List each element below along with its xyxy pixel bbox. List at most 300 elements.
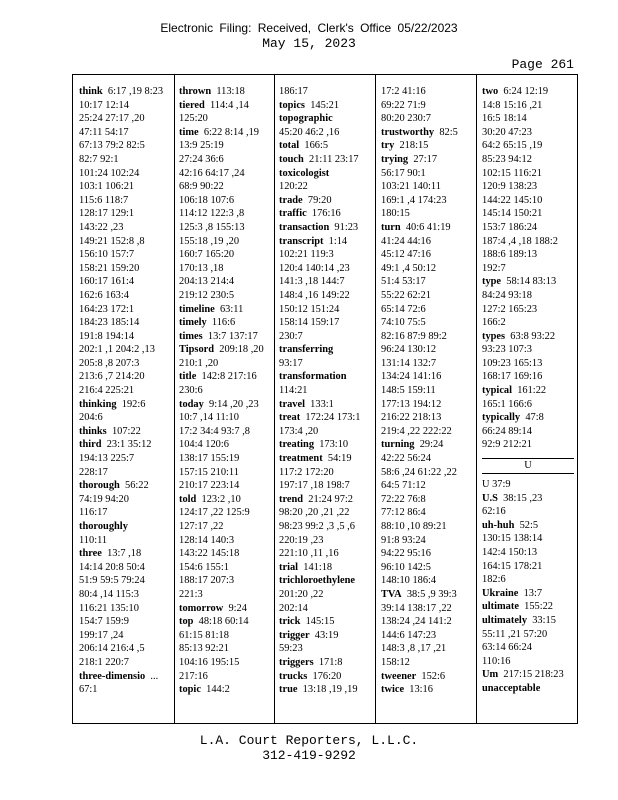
page-line-refs: 133:1 bbox=[310, 398, 334, 410]
page-line-refs: 13:16 bbox=[409, 684, 433, 696]
index-term-entry bbox=[79, 670, 171, 684]
page-line-refs: 98:23 99:2 ,3 ,5 ,6 bbox=[279, 521, 355, 532]
index-continuation bbox=[279, 180, 371, 194]
index-term: tiered bbox=[179, 99, 205, 111]
page-line-refs: 62:16 bbox=[482, 506, 506, 518]
index-term: transcript bbox=[279, 235, 324, 247]
index-term: ultimately bbox=[482, 614, 528, 626]
page-line-refs: 27:24 36:6 bbox=[179, 153, 224, 165]
index-continuation bbox=[79, 574, 171, 588]
index-term-entry bbox=[179, 343, 271, 357]
page-line-refs: 58:14 83:13 bbox=[506, 276, 557, 288]
index-continuation bbox=[179, 384, 271, 398]
index-continuation bbox=[482, 655, 574, 669]
page-line-refs: 63:8 93:22 bbox=[510, 330, 556, 342]
page-line-refs: 228:17 bbox=[79, 466, 108, 478]
index-continuation bbox=[179, 629, 271, 643]
page-line-refs: 158:21 159:20 bbox=[79, 262, 140, 274]
index-term-entry bbox=[279, 670, 371, 684]
page-line-refs: 1:14 bbox=[328, 235, 348, 247]
index-continuation bbox=[381, 248, 473, 262]
index-continuation bbox=[381, 615, 473, 629]
page-line-refs: 30:20 47:23 bbox=[482, 126, 532, 138]
page-line-refs: 206:14 216:4 ,5 bbox=[79, 643, 145, 655]
index-continuation bbox=[381, 262, 473, 276]
index-term: U.S bbox=[482, 492, 498, 504]
page-line-refs: 221:3 bbox=[179, 588, 203, 600]
page-line-refs: 142:4 150:13 bbox=[482, 547, 538, 558]
index-continuation bbox=[482, 628, 574, 642]
index-term: top bbox=[179, 616, 194, 628]
page-line-refs: 192:7 bbox=[482, 262, 506, 274]
index-continuation bbox=[482, 316, 574, 330]
index-continuation bbox=[279, 316, 371, 330]
index-continuation bbox=[381, 493, 473, 507]
index-term-entry bbox=[179, 493, 271, 507]
page-line-refs: 13:18 ,19 ,19 bbox=[302, 684, 358, 696]
index-term: trichloroethylene bbox=[279, 575, 355, 587]
page-line-refs: ... bbox=[150, 670, 159, 682]
index-term-entry bbox=[279, 99, 371, 113]
page-line-refs: 47:11 54:17 bbox=[79, 126, 129, 138]
page-line-refs: 219:12 230:5 bbox=[179, 289, 235, 301]
index-continuation bbox=[381, 275, 473, 289]
page-line-refs: 42:16 64:17 ,24 bbox=[179, 167, 245, 179]
page-line-refs: 10:17 12:14 bbox=[79, 99, 129, 111]
index-term-entry bbox=[79, 398, 171, 412]
page-line-refs: 29:24 bbox=[419, 439, 444, 451]
page-line-refs: 143:22 145:18 bbox=[179, 548, 240, 560]
page-line-refs: 154:6 155:1 bbox=[179, 561, 229, 573]
page-line-refs: 153:7 186:24 bbox=[482, 221, 538, 233]
index-term-entry bbox=[279, 139, 371, 153]
index-continuation bbox=[79, 370, 171, 384]
index-continuation bbox=[179, 506, 271, 520]
page-line-refs: 173:10 bbox=[319, 439, 349, 451]
page-line-refs: 182:6 bbox=[482, 574, 506, 586]
index-term-entry bbox=[279, 370, 371, 384]
page-line-refs: 169:1 ,4 174:23 bbox=[381, 194, 447, 206]
index-term-entry bbox=[279, 235, 371, 249]
index-term-entry bbox=[279, 343, 371, 357]
index-continuation bbox=[279, 357, 371, 371]
page-line-refs: 148:4 ,16 149:22 bbox=[279, 289, 350, 301]
index-continuation bbox=[482, 532, 574, 546]
page-line-refs: 125:3 ,8 155:13 bbox=[179, 221, 245, 233]
index-continuation bbox=[381, 167, 473, 181]
index-term: thoroughly bbox=[79, 521, 128, 532]
index-continuation bbox=[79, 126, 171, 140]
page-line-refs: 160:7 165:20 bbox=[179, 249, 235, 261]
page-line-refs: 166:2 bbox=[482, 317, 506, 329]
index-term: topographic bbox=[279, 113, 333, 125]
index-continuation bbox=[482, 126, 574, 140]
page-line-refs: 21:24 97:2 bbox=[308, 493, 354, 505]
index-term-entry bbox=[482, 384, 574, 398]
index-continuation bbox=[79, 139, 171, 153]
page-line-refs: 93:17 bbox=[279, 357, 303, 369]
page-line-refs: 56:17 90:1 bbox=[381, 167, 426, 179]
index-continuation bbox=[381, 534, 473, 548]
index-term: thinking bbox=[79, 398, 117, 410]
index-continuation bbox=[79, 384, 171, 398]
page-line-refs: 219:4 ,22 222:22 bbox=[381, 425, 452, 437]
index-continuation bbox=[79, 262, 171, 276]
index-term: told bbox=[179, 493, 197, 505]
index-term: trial bbox=[279, 561, 299, 573]
index-continuation bbox=[381, 547, 473, 561]
page-line-refs: 148:3 ,8 ,17 ,21 bbox=[381, 643, 447, 655]
page-line-refs: 13:7 137:17 bbox=[207, 330, 258, 342]
index-term: travel bbox=[279, 398, 305, 410]
page-line-refs: 74:10 75:5 bbox=[381, 317, 426, 329]
index-term-entry bbox=[279, 438, 371, 452]
page-line-refs: 82:5 bbox=[439, 126, 458, 138]
index-term-entry bbox=[279, 656, 371, 670]
index-continuation bbox=[79, 153, 171, 167]
index-continuation bbox=[482, 221, 574, 235]
index-term: today bbox=[179, 398, 204, 410]
index-continuation bbox=[79, 330, 171, 344]
court-reporter-phone: 312-419-9292 bbox=[262, 748, 356, 763]
index-term: tomorrow bbox=[179, 602, 224, 614]
page-line-refs: 93:23 107:3 bbox=[482, 344, 532, 356]
index-term-entry bbox=[279, 167, 371, 181]
index-term-entry bbox=[381, 438, 473, 452]
index-continuation bbox=[179, 438, 271, 452]
page-line-refs: 170:13 ,18 bbox=[179, 262, 224, 274]
index-term: thorough bbox=[79, 480, 120, 492]
index-term: TVA bbox=[381, 588, 402, 600]
page-line-refs: 157:15 210:11 bbox=[179, 466, 239, 478]
index-continuation bbox=[79, 194, 171, 208]
index-continuation bbox=[381, 574, 473, 588]
index-term-entry bbox=[179, 370, 271, 384]
page-line-refs: 38:5 ,9 39:3 bbox=[406, 588, 457, 600]
index-term: Um bbox=[482, 669, 499, 681]
index-continuation bbox=[179, 112, 271, 126]
page-line-refs: 85:23 94:12 bbox=[482, 153, 532, 165]
page-line-refs: 114:4 ,14 bbox=[209, 99, 249, 111]
page-line-refs: 13:7 ,18 bbox=[107, 548, 142, 560]
index-continuation bbox=[482, 139, 574, 153]
index-column-3 bbox=[279, 85, 371, 715]
page-line-refs: 94:22 95:16 bbox=[381, 548, 431, 560]
index-continuation bbox=[79, 615, 171, 629]
index-continuation bbox=[79, 235, 171, 249]
page-line-refs: 84:24 93:18 bbox=[482, 289, 532, 301]
page-line-refs: 216:22 218:13 bbox=[381, 412, 442, 424]
page-line-refs: 176:20 bbox=[312, 670, 342, 682]
index-continuation bbox=[79, 99, 171, 113]
index-continuation bbox=[79, 303, 171, 317]
page-line-refs: 49:1 ,4 50:12 bbox=[381, 262, 437, 274]
page-line-refs: 69:22 71:9 bbox=[381, 99, 426, 111]
index-continuation bbox=[179, 248, 271, 262]
index-continuation bbox=[381, 316, 473, 330]
index-term-entry bbox=[482, 600, 574, 614]
index-term: thinks bbox=[79, 425, 107, 437]
page-line-refs: 176:16 bbox=[311, 208, 341, 220]
page-line-refs: 128:17 129:1 bbox=[79, 208, 135, 220]
index-term: tweener bbox=[381, 670, 417, 682]
index-term-entry bbox=[482, 682, 574, 696]
page-line-refs: 194:13 225:7 bbox=[79, 453, 135, 465]
page-line-refs: 40:6 41:19 bbox=[405, 221, 451, 233]
page-line-refs: 23:1 35:12 bbox=[106, 439, 152, 451]
index-continuation bbox=[79, 112, 171, 126]
index-term-entry bbox=[79, 520, 171, 534]
page-line-refs: 143:22 ,23 bbox=[79, 221, 124, 233]
page-line-refs: 65:14 72:6 bbox=[381, 303, 426, 315]
index-term: unacceptable bbox=[482, 682, 541, 694]
index-continuation bbox=[482, 505, 574, 519]
page-line-refs: 186:17 bbox=[279, 86, 308, 97]
index-continuation bbox=[79, 180, 171, 194]
section-letter-u: U bbox=[482, 458, 574, 474]
index-term-entry bbox=[79, 479, 171, 493]
page-line-refs: 130:15 138:14 bbox=[482, 533, 543, 545]
page-line-refs: 102:15 116:21 bbox=[482, 167, 542, 179]
page-line-refs: 141:3 ,18 144:7 bbox=[279, 276, 345, 288]
page-line-refs: 202:14 bbox=[279, 602, 308, 614]
index-column-2 bbox=[179, 85, 271, 715]
index-term: try bbox=[381, 140, 395, 152]
transcript-date: May 15, 2023 bbox=[262, 36, 356, 51]
index-continuation bbox=[381, 411, 473, 425]
page-line-refs: 148:5 159:11 bbox=[381, 385, 436, 397]
index-continuation bbox=[381, 357, 473, 371]
index-continuation bbox=[179, 588, 271, 602]
index-continuation bbox=[279, 602, 371, 616]
index-term: trying bbox=[381, 153, 409, 165]
index-term-entry bbox=[179, 398, 271, 412]
index-term-entry bbox=[279, 411, 371, 425]
index-term: typically bbox=[482, 412, 521, 424]
index-term-entry bbox=[179, 303, 271, 317]
index-continuation bbox=[381, 479, 473, 493]
page-line-refs: 33:15 bbox=[532, 614, 556, 626]
page-line-refs: 145:14 150:21 bbox=[482, 208, 543, 220]
index-continuation bbox=[179, 194, 271, 208]
index-term-entry bbox=[482, 85, 574, 99]
page-line-refs: 177:13 194:12 bbox=[381, 398, 442, 410]
index-term-entry bbox=[279, 112, 371, 126]
page-line-refs: 64:5 71:12 bbox=[381, 480, 426, 492]
index-continuation bbox=[79, 275, 171, 289]
index-column-1 bbox=[79, 85, 171, 715]
page-line-refs: 104:16 195:15 bbox=[179, 656, 240, 668]
index-continuation bbox=[381, 602, 473, 616]
page-line-refs: 9:14 ,20 ,23 bbox=[209, 398, 259, 410]
page-line-refs: 42:22 56:24 bbox=[381, 453, 431, 465]
page-line-refs: 54:19 bbox=[327, 453, 352, 465]
column-divider bbox=[174, 75, 175, 723]
index-continuation bbox=[482, 153, 574, 167]
page-line-refs: 162:6 163:4 bbox=[79, 289, 129, 301]
index-term: trustworthy bbox=[381, 126, 435, 138]
page-line-refs: 72:22 76:8 bbox=[381, 493, 426, 505]
index-term: turn bbox=[381, 221, 401, 233]
page-line-refs: 145:15 bbox=[305, 616, 335, 628]
index-term: transaction bbox=[279, 221, 330, 233]
page-line-refs: 184:23 185:14 bbox=[79, 317, 140, 329]
page-line-refs: 64:2 65:15 ,19 bbox=[482, 140, 543, 152]
page-line-refs: 152:6 bbox=[421, 670, 446, 682]
page-line-refs: 149:21 152:8 ,8 bbox=[79, 235, 145, 247]
index-continuation bbox=[179, 180, 271, 194]
index-term: ultimate bbox=[482, 601, 519, 613]
index-term: time bbox=[179, 126, 199, 138]
index-term: three-dimensio bbox=[79, 670, 146, 682]
index-term-entry bbox=[179, 126, 271, 140]
index-term-entry bbox=[279, 207, 371, 221]
index-term: two bbox=[482, 86, 499, 97]
page-line-refs: 82:16 87:9 89:2 bbox=[381, 330, 447, 342]
index-continuation bbox=[381, 303, 473, 317]
index-term: trucks bbox=[279, 670, 308, 682]
index-term-entry bbox=[381, 670, 473, 684]
page-line-refs: 164:23 172:1 bbox=[79, 303, 135, 315]
index-continuation bbox=[279, 85, 371, 99]
index-continuation bbox=[279, 479, 371, 493]
page-line-refs: 161:22 bbox=[517, 385, 547, 397]
index-continuation bbox=[482, 641, 574, 655]
index-term: type bbox=[482, 276, 502, 288]
page-line-refs: 110:11 bbox=[79, 534, 108, 546]
index-continuation bbox=[179, 235, 271, 249]
index-term-entry bbox=[79, 85, 171, 99]
page-line-refs: 41:24 44:16 bbox=[381, 235, 431, 247]
index-continuation bbox=[279, 262, 371, 276]
page-line-refs: 188:17 207:3 bbox=[179, 575, 235, 587]
index-term-entry bbox=[381, 139, 473, 153]
page-line-refs: U 37:9 bbox=[482, 479, 511, 491]
index-term: triggers bbox=[279, 656, 314, 668]
index-term: Ukraine bbox=[482, 587, 519, 599]
index-continuation bbox=[79, 221, 171, 235]
index-term: title bbox=[179, 371, 197, 383]
index-term: twice bbox=[381, 684, 405, 696]
page-line-refs: 103:21 140:11 bbox=[381, 181, 441, 193]
index-continuation bbox=[79, 452, 171, 466]
column-divider bbox=[375, 75, 376, 723]
page-line-refs: 202:1 ,1 204:2 ,13 bbox=[79, 344, 155, 356]
index-continuation bbox=[279, 275, 371, 289]
index-continuation bbox=[482, 438, 574, 452]
index-term-entry bbox=[179, 99, 271, 113]
index-term-entry bbox=[79, 425, 171, 439]
page-line-refs: 217:15 218:23 bbox=[503, 669, 564, 681]
page-line-refs: 58:6 ,24 61:22 ,22 bbox=[381, 466, 457, 478]
page-line-refs: 80:4 ,14 115:3 bbox=[79, 588, 139, 600]
index-term: topic bbox=[179, 684, 201, 696]
index-term-entry bbox=[482, 492, 574, 506]
index-continuation bbox=[482, 262, 574, 276]
index-term: trade bbox=[279, 194, 303, 206]
page-line-refs: 51:9 59:5 79:24 bbox=[79, 575, 145, 587]
index-continuation bbox=[179, 452, 271, 466]
index-continuation bbox=[179, 139, 271, 153]
index-continuation bbox=[79, 534, 171, 548]
page-line-refs: 155:18 ,19 ,20 bbox=[179, 235, 240, 247]
page-line-refs: 61:15 81:18 bbox=[179, 629, 229, 641]
index-continuation bbox=[381, 561, 473, 575]
index-term: think bbox=[79, 86, 103, 97]
index-continuation bbox=[179, 207, 271, 221]
page-line-refs: 187:4 ,4 ,18 188:2 bbox=[482, 235, 558, 247]
index-term-entry bbox=[179, 85, 271, 99]
page-line-refs: 124:17 ,22 125:9 bbox=[179, 507, 250, 519]
page-line-refs: 103:1 106:21 bbox=[79, 181, 135, 193]
index-continuation bbox=[179, 547, 271, 561]
index-continuation bbox=[179, 656, 271, 670]
index-continuation bbox=[279, 384, 371, 398]
index-term: treat bbox=[279, 412, 301, 424]
index-continuation bbox=[381, 207, 473, 221]
index-continuation bbox=[79, 207, 171, 221]
index-continuation bbox=[279, 303, 371, 317]
page-line-refs: 123:2 ,10 bbox=[201, 493, 241, 505]
index-continuation bbox=[381, 289, 473, 303]
page-line-refs: 120:22 bbox=[279, 181, 308, 193]
index-continuation bbox=[179, 534, 271, 548]
index-term: total bbox=[279, 140, 300, 152]
index-continuation bbox=[381, 343, 473, 357]
page-line-refs: 204:13 214:4 bbox=[179, 276, 235, 288]
index-term: times bbox=[179, 330, 203, 342]
page-line-refs: 68:9 90:22 bbox=[179, 181, 224, 193]
index-term: third bbox=[79, 439, 102, 451]
page-line-refs: 115:6 118:7 bbox=[79, 194, 129, 206]
page-line-refs: 168:17 169:16 bbox=[482, 371, 543, 383]
index-term-entry bbox=[381, 221, 473, 235]
page-line-refs: 107:22 bbox=[111, 425, 141, 437]
index-term-entry bbox=[482, 275, 574, 289]
index-continuation bbox=[279, 126, 371, 140]
page-line-refs: 9:24 bbox=[228, 602, 247, 614]
index-term-entry bbox=[179, 615, 271, 629]
page-line-refs: 127:17 ,22 bbox=[179, 521, 224, 532]
page-line-refs: 21:11 23:17 bbox=[309, 153, 359, 165]
filing-stamp: Electronic Filing: Received, Clerk's Office 05/22/2023 bbox=[160, 21, 458, 35]
index-continuation bbox=[279, 520, 371, 534]
index-continuation bbox=[279, 289, 371, 303]
page-line-refs: 230:6 bbox=[179, 385, 203, 397]
index-term: touch bbox=[279, 153, 304, 165]
index-term-entry bbox=[279, 574, 371, 588]
page-line-refs: 52:5 bbox=[519, 519, 539, 531]
index-term-entry bbox=[482, 614, 574, 628]
index-term-entry bbox=[179, 316, 271, 330]
word-index-frame bbox=[72, 74, 578, 724]
index-continuation bbox=[482, 207, 574, 221]
page-line-refs: 59:23 bbox=[279, 643, 303, 655]
index-term-entry bbox=[381, 588, 473, 602]
index-continuation bbox=[482, 370, 574, 384]
index-term: topics bbox=[279, 99, 305, 111]
page-line-refs: 138:24 ,24 141:2 bbox=[381, 616, 452, 628]
page-line-refs: 201:20 ,22 bbox=[279, 588, 324, 600]
page-line-refs: 218:1 220:7 bbox=[79, 656, 129, 668]
index-term: types bbox=[482, 330, 506, 342]
page-line-refs: 17:2 34:4 93:7 ,8 bbox=[179, 425, 251, 437]
index-term: treatment bbox=[279, 453, 323, 465]
page-line-refs: 55:22 62:21 bbox=[381, 289, 431, 301]
page-line-refs: 141:18 bbox=[303, 561, 333, 573]
index-column-4 bbox=[381, 85, 473, 715]
page-line-refs: 38:15 ,23 bbox=[503, 492, 543, 504]
